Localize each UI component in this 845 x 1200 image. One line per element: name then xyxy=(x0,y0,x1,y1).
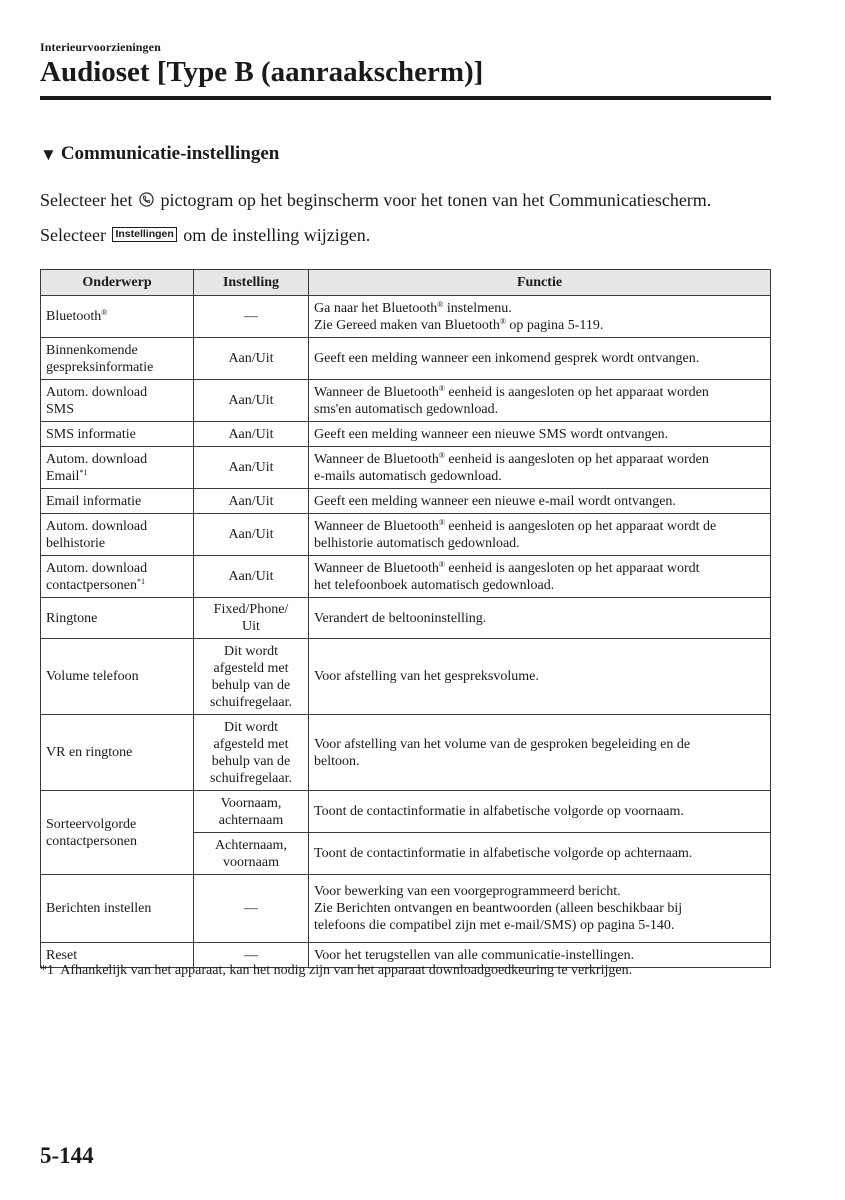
text-line: Wanneer de Bluetooth® eenheid is aangesloten op het apparaat worden xyxy=(314,383,709,400)
cell-function xyxy=(309,380,771,422)
cell-subject xyxy=(41,556,194,598)
text-line: contactpersonen xyxy=(46,833,137,849)
cell-function: Verandert de beltooninstelling. xyxy=(309,598,771,639)
text-line: belhistorie xyxy=(46,535,106,551)
text-line: Email xyxy=(46,468,80,484)
cell-subject: Email informatie xyxy=(41,489,194,514)
text-line: Dit wordt xyxy=(223,643,279,659)
table-row xyxy=(41,380,771,422)
text-line: achternaam xyxy=(218,812,284,828)
header-setting: Instelling xyxy=(194,270,309,296)
text-line: afgesteld met xyxy=(213,660,289,676)
intro-text-after-icon: pictogram op het beginscherm voor het tonen van het Communicatiescherm. xyxy=(160,190,712,210)
text-line: Wanneer de Bluetooth® eenheid is aangesloten op het apparaat worden xyxy=(314,450,709,467)
text-line: e-mails automatisch gedownload. xyxy=(314,468,502,484)
cell-subject: VR en ringtone xyxy=(41,715,194,791)
triangle-down-icon: ▼ xyxy=(40,144,57,164)
text-line: Voor bewerking van een voorgeprogrammeerd bericht. xyxy=(314,884,621,899)
cell-subject xyxy=(41,338,194,380)
cell-subject: Berichten instellen xyxy=(41,875,194,943)
table-row xyxy=(41,489,771,514)
cell-function: Toont de contactinformatie in alfabetische volgorde op achternaam. xyxy=(309,833,771,875)
intro-text-before-button: Selecteer xyxy=(40,225,106,245)
cell-subject: SMS informatie xyxy=(41,422,194,447)
table-row xyxy=(41,422,771,447)
text-line: Sorteervolgorde xyxy=(46,816,137,832)
cell-function xyxy=(309,514,771,556)
phone-icon xyxy=(139,192,154,207)
table-row xyxy=(41,875,771,943)
text-line: het telefoonboek automatisch gedownload. xyxy=(314,577,555,593)
cell-function xyxy=(309,556,771,598)
table-row xyxy=(41,447,771,489)
section-label: Interieurvoorzieningen xyxy=(40,40,161,54)
subsection-heading xyxy=(40,143,279,165)
cell-subject: Ringtone xyxy=(41,598,194,639)
header-function: Functie xyxy=(309,270,771,296)
table-row xyxy=(41,296,771,338)
cell-setting: Aan/Uit xyxy=(194,514,309,556)
text-line: Achternaam, xyxy=(215,837,287,853)
text-line: afgesteld met xyxy=(213,736,289,752)
table-row xyxy=(41,556,771,598)
subject-superscript: *1 xyxy=(79,467,88,477)
cell-setting xyxy=(194,715,309,791)
table-row xyxy=(41,598,771,639)
cell-subject xyxy=(41,791,194,875)
cell-subject xyxy=(41,380,194,422)
title-divider xyxy=(40,96,771,100)
settings-table xyxy=(40,269,771,968)
footnote-marker: *1 xyxy=(40,963,54,978)
instellingen-button: Instellingen xyxy=(112,227,176,242)
cell-setting: Aan/Uit xyxy=(194,447,309,489)
cell-setting xyxy=(194,639,309,715)
cell-subject xyxy=(41,447,194,489)
text-line: Zie Berichten ontvangen en beantwoorden (alleen beschikbaar bij xyxy=(314,901,683,916)
text-line: Voor afstelling van het volume van de gesproken begeleiding en de xyxy=(314,736,691,752)
text-line: contactpersonen xyxy=(46,577,137,593)
text-line: sms'en automatisch gedownload. xyxy=(314,401,499,417)
table-row xyxy=(41,715,771,791)
text-line: Fixed/Phone/ xyxy=(213,602,289,617)
text-line: telefoons die compatibel zijn met e-mail/SMS) op pagina 5-140. xyxy=(314,918,675,933)
text-line: Autom. download xyxy=(46,451,148,467)
text-line: belhistorie automatisch gedownload. xyxy=(314,535,520,551)
table-row xyxy=(41,639,771,715)
text-line: Ga naar het Bluetooth® instelmenu. xyxy=(314,299,512,316)
cell-function: Voor het terugstellen van alle communicatie-instellingen. xyxy=(309,943,771,968)
cell-function xyxy=(309,875,771,943)
page-title: Audioset [Type B (aanraakscherm)] xyxy=(40,56,484,88)
page-number: 5-144 xyxy=(40,1143,94,1168)
cell-setting xyxy=(194,833,309,875)
text-line: voornaam xyxy=(223,854,279,870)
text-line: schuifregelaar. xyxy=(209,694,292,710)
intro-text-after-button: om de instelling wijzigen. xyxy=(183,225,371,245)
text-line: Wanneer de Bluetooth® eenheid is aangesloten op het apparaat wordt de xyxy=(314,517,717,534)
text-line: Dit wordt xyxy=(223,719,279,735)
text-line: beltoon. xyxy=(314,753,360,769)
cell-function xyxy=(309,296,771,338)
text-line: Zie Gereed maken van Bluetooth® op pagina 5-119. xyxy=(314,316,604,333)
cell-setting: Aan/Uit xyxy=(194,422,309,447)
subsection-title: Communicatie-instellingen xyxy=(60,143,280,164)
cell-subject: Reset xyxy=(41,943,194,968)
cell-function: Geeft een melding wanneer een nieuwe SMS wordt ontvangen. xyxy=(309,422,771,447)
intro-text-before-icon: Selecteer het xyxy=(40,190,133,210)
table-header-row xyxy=(41,270,771,296)
cell-setting: Aan/Uit xyxy=(194,556,309,598)
text-line: Wanneer de Bluetooth® eenheid is aangesloten op het apparaat wordt xyxy=(314,559,700,576)
text-line: behulp van de xyxy=(211,677,291,693)
cell-function: Geeft een melding wanneer een nieuwe e-mail wordt ontvangen. xyxy=(309,489,771,514)
table-row xyxy=(41,338,771,380)
text-line: Voornaam, xyxy=(220,795,282,811)
intro-line-2 xyxy=(40,223,370,247)
cell-setting: — xyxy=(194,943,309,968)
header-subject: Onderwerp xyxy=(41,270,194,296)
cell-subject: Bluetooth® xyxy=(41,296,194,338)
intro-line-1 xyxy=(40,188,711,212)
cell-setting: — xyxy=(194,875,309,943)
cell-setting: — xyxy=(194,296,309,338)
cell-function: Geeft een melding wanneer een inkomend gesprek wordt ontvangen. xyxy=(309,338,771,380)
text-line: Uit xyxy=(242,619,260,634)
text-line: behulp van de xyxy=(211,753,291,769)
text-line: gespreksinformatie xyxy=(46,359,154,375)
cell-setting: Aan/Uit xyxy=(194,489,309,514)
text-line: Autom. download xyxy=(46,560,148,576)
text-line: Autom. download xyxy=(46,518,148,534)
footnote xyxy=(40,962,632,980)
cell-setting xyxy=(194,791,309,833)
cell-function xyxy=(309,715,771,791)
table-row xyxy=(41,791,771,833)
cell-function xyxy=(309,447,771,489)
subject-superscript: *1 xyxy=(136,576,145,586)
text-line: schuifregelaar. xyxy=(209,770,292,786)
cell-function: Toont de contactinformatie in alfabetische volgorde op voornaam. xyxy=(309,791,771,833)
cell-setting: Aan/Uit xyxy=(194,380,309,422)
cell-setting xyxy=(194,598,309,639)
text-line: Binnenkomende xyxy=(46,342,138,358)
cell-subject: Volume telefoon xyxy=(41,639,194,715)
subject-superscript: ® xyxy=(101,308,108,317)
footnote-text: Afhankelijk van het apparaat, kan het nodig zijn van het apparaat downloadgoedkeuring te verkrijgen. xyxy=(60,963,633,978)
cell-setting: Aan/Uit xyxy=(194,338,309,380)
table-row xyxy=(41,514,771,556)
text-line: Autom. download xyxy=(46,384,148,400)
cell-function: Voor afstelling van het gespreksvolume. xyxy=(309,639,771,715)
cell-subject xyxy=(41,514,194,556)
text-line: SMS xyxy=(46,401,75,417)
